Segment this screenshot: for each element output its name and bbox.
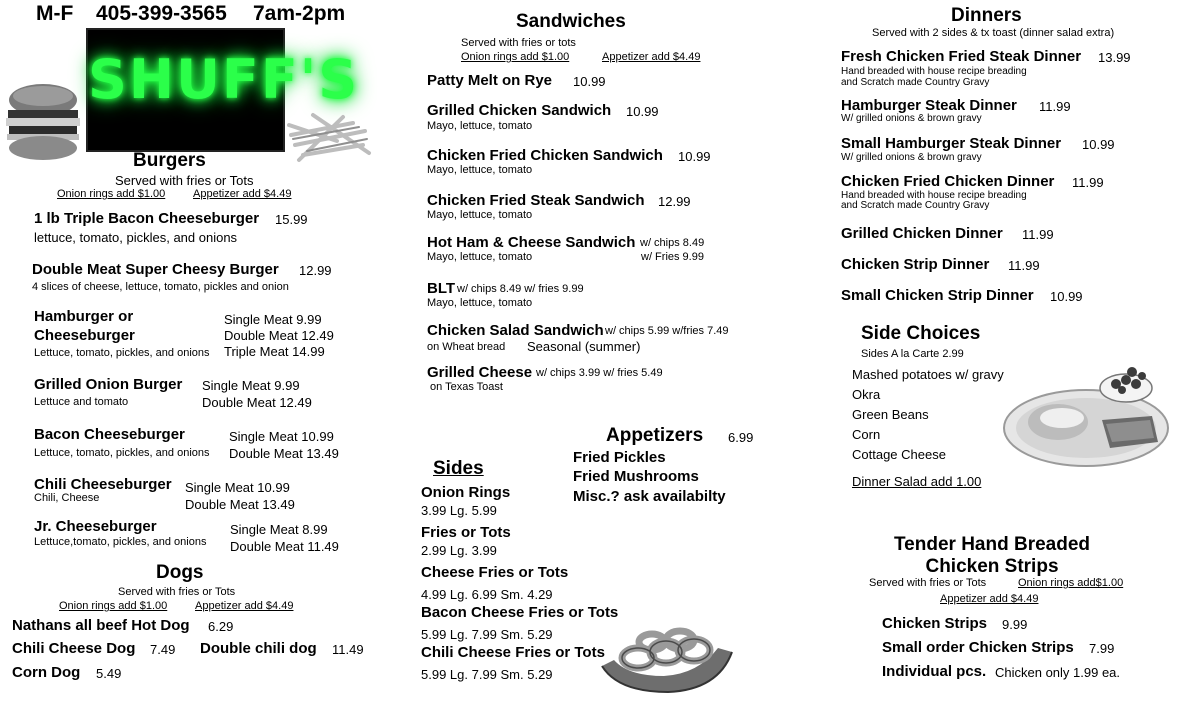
burgers-note: Served with fries or Tots [115, 173, 254, 188]
burger-price-single: Single Meat 9.99 [224, 312, 322, 327]
sandwich-item-desc: Mayo, lettuce, tomato [427, 209, 533, 221]
burger-price-single: Single Meat 9.99 [202, 378, 300, 393]
burger-price-single: Single Meat 10.99 [185, 480, 290, 495]
burger-image [4, 82, 82, 162]
dog-item-price: 5.49 [96, 666, 122, 681]
sandwich-item-price: 10.99 [573, 74, 606, 89]
strips-title-line1: Tender Hand Breaded [893, 534, 1091, 555]
burger-item-price: 15.99 [275, 212, 308, 227]
logo-text: SHUFF'S [88, 48, 360, 111]
dinner-item-desc: W/ grilled onions & brown gravy [841, 113, 982, 124]
dinner-item-name: Chicken Fried Chicken Dinner [841, 173, 1055, 190]
burger-item-name: Hamburger or [34, 308, 134, 325]
sandwich-item-desc: Mayo, lettuce, tomato [427, 297, 533, 309]
side-item-prices: 5.99 Lg. 7.99 Sm. 5.29 [421, 627, 553, 642]
strips-item-price: 7.99 [1089, 641, 1115, 656]
sandwich-item-name: Chicken Fried Chicken Sandwich [427, 147, 663, 164]
onion-rings-image [598, 622, 736, 694]
sandwich-item-price: w/ chips 3.99 w/ fries 5.49 [536, 367, 663, 379]
side-item-prices: 2.99 Lg. 3.99 [421, 543, 497, 558]
burger-price-double: Double Meat 11.49 [230, 539, 339, 554]
appetizers-price: 6.99 [728, 430, 754, 445]
dogs-note: Served with fries or Tots [118, 586, 236, 598]
burger-price-single: Single Meat 8.99 [230, 522, 328, 537]
burger-item-desc: 4 slices of cheese, lettuce, tomato, pickles and onion [32, 281, 289, 293]
dinner-item-desc: Hand breaded with house recipe breading [841, 190, 1027, 201]
strips-item-name: Small order Chicken Strips [882, 639, 1074, 656]
dinners-title: Dinners [951, 5, 1022, 26]
sandwich-item-price: w/ chips 8.49 [640, 237, 705, 249]
burger-item-name: Grilled Onion Burger [34, 376, 183, 393]
dog-item-price: 7.49 [150, 642, 176, 657]
appetizer-item: Fried Mushrooms [573, 468, 699, 485]
sandwich-item-name: Patty Melt on Rye [427, 72, 553, 89]
sandwich-item-desc: Mayo, lettuce, tomato [427, 120, 533, 132]
burger-item-name: Chili Cheeseburger [34, 476, 172, 493]
burger-item-desc: lettuce, tomato, pickles, and onions [34, 230, 238, 245]
dinner-item-desc: and Scratch made Country Gravy [841, 200, 990, 211]
burger-item-name: 1 lb Triple Bacon Cheeseburger [34, 210, 260, 227]
side-item-name: Cheese Fries or Tots [421, 564, 569, 581]
dinner-item-desc: Hand breaded with house recipe breading [841, 66, 1027, 77]
dinner-item-name: Small Chicken Strip Dinner [841, 287, 1034, 304]
sandwich-item-price: w/ chips 8.49 w/ fries 9.99 [457, 283, 584, 295]
side-choices-note: Sides A la Carte 2.99 [861, 348, 964, 360]
dinner-item-name: Fresh Chicken Fried Steak Dinner [841, 48, 1082, 65]
strips-item-name: Individual pcs. [882, 663, 987, 680]
burger-item-desc: Lettuce, tomato, pickles, and onions [34, 447, 210, 459]
dinner-item-name: Grilled Chicken Dinner [841, 225, 1003, 242]
burger-price-triple: Triple Meat 14.99 [224, 344, 325, 359]
header-phone: 405-399-3565 [96, 2, 227, 25]
side-choice-item: Okra [852, 387, 881, 402]
sandwich-item-price: 10.99 [626, 104, 659, 119]
sandwich-item-desc: Mayo, lettuce, tomato [427, 251, 533, 263]
dinner-item-price: 11.99 [1072, 175, 1104, 190]
burger-price-double: Double Meat 12.49 [224, 328, 334, 343]
dinner-salad-addon: Dinner Salad add 1.00 [852, 474, 982, 489]
strips-addon-rings: Onion rings add$1.00 [1018, 577, 1124, 589]
dinner-item-price: 11.99 [1039, 99, 1071, 114]
sandwich-item-note: Seasonal (summer) [527, 339, 641, 354]
sides-title: Sides [433, 458, 484, 479]
dinner-item-price: 10.99 [1082, 137, 1115, 152]
dinner-item-price: 13.99 [1098, 50, 1131, 65]
dogs-addon-appetizer: Appetizer add $4.49 [195, 600, 294, 612]
sandwich-item-price: 10.99 [678, 149, 711, 164]
burger-item-price: 12.99 [299, 263, 332, 278]
burger-item-name: Double Meat Super Cheesy Burger [32, 261, 279, 278]
sandwich-item-price-alt: w/ Fries 9.99 [641, 251, 704, 263]
sandwich-item-price: 12.99 [658, 194, 691, 209]
side-item-prices: 4.99 Lg. 6.99 Sm. 4.29 [421, 587, 553, 602]
sandwiches-note: Served with fries or tots [461, 37, 576, 49]
side-choice-item: Corn [852, 427, 881, 442]
dog-item-name: Nathans all beef Hot Dog [12, 617, 190, 634]
strips-item-name: Chicken Strips [882, 615, 988, 632]
dinners-note: Served with 2 sides & tx toast (dinner salad extra) [872, 27, 1115, 39]
dog-item-name: Double chili dog [200, 640, 317, 657]
burgers-addon-rings: Onion rings add $1.00 [57, 188, 166, 200]
header-days: M-F [36, 2, 74, 25]
sandwich-item-desc: on Wheat bread [427, 341, 506, 353]
side-item-prices: 5.99 Lg. 7.99 Sm. 5.29 [421, 667, 553, 682]
burger-price-double: Double Meat 13.49 [229, 446, 339, 461]
dinner-item-name: Chicken Strip Dinner [841, 256, 990, 273]
dinner-plate-image [1002, 358, 1172, 470]
dinner-item-desc: and Scratch made Country Gravy [841, 77, 990, 88]
burger-price-double: Double Meat 12.49 [202, 395, 312, 410]
strips-title-line2: Chicken Strips [925, 556, 1059, 577]
sandwich-item-desc: on Texas Toast [430, 381, 503, 393]
sandwiches-addon-appetizer: Appetizer add $4.49 [602, 51, 701, 63]
side-choice-item: Mashed potatoes w/ gravy [852, 367, 1004, 382]
side-item-name: Chili Cheese Fries or Tots [421, 644, 605, 661]
dinner-item-price: 10.99 [1050, 289, 1083, 304]
burger-item-desc: Chili, Cheese [34, 492, 100, 504]
strips-item-price: Chicken only 1.99 ea. [995, 665, 1121, 680]
side-item-prices: 3.99 Lg. 5.99 [421, 503, 497, 518]
dog-item-name: Chili Cheese Dog [12, 640, 136, 657]
sandwich-item-price: w/ chips 5.99 w/fries 7.49 [605, 325, 729, 337]
sandwich-item-name: Chicken Salad Sandwich [427, 322, 604, 339]
dogs-addon-rings: Onion rings add $1.00 [59, 600, 168, 612]
header-hours: 7am-2pm [253, 2, 346, 25]
burger-price-double: Double Meat 13.49 [185, 497, 295, 512]
dinner-item-price: 11.99 [1008, 258, 1040, 273]
dinner-item-desc: W/ grilled onions & brown gravy [841, 152, 982, 163]
appetizers-title: Appetizers [606, 425, 704, 446]
side-item-name: Bacon Cheese Fries or Tots [421, 604, 619, 621]
dinner-item-name: Hamburger Steak Dinner [841, 97, 1017, 114]
sandwich-item-name: BLT [427, 280, 456, 297]
dinner-item-price: 11.99 [1022, 227, 1054, 242]
appetizer-item: Misc.? ask availabilty [573, 488, 726, 505]
burger-price-single: Single Meat 10.99 [229, 429, 334, 444]
dog-item-name: Corn Dog [12, 664, 81, 681]
burgers-title: Burgers [133, 150, 206, 171]
burger-item-desc: Lettuce and tomato [34, 396, 129, 408]
burger-item-name-line2: Cheeseburger [34, 327, 135, 344]
sandwich-item-name: Hot Ham & Cheese Sandwich [427, 234, 636, 251]
sandwich-item-name: Grilled Cheese [427, 364, 533, 381]
side-item-name: Onion Rings [421, 484, 511, 501]
dogs-title: Dogs [156, 562, 204, 583]
burger-item-name: Jr. Cheeseburger [34, 518, 157, 535]
sandwich-item-name: Grilled Chicken Sandwich [427, 102, 612, 119]
sandwich-item-desc: Mayo, lettuce, tomato [427, 164, 533, 176]
burger-item-name: Bacon Cheeseburger [34, 426, 185, 443]
dog-item-price: 11.49 [332, 642, 364, 657]
side-item-name: Fries or Tots [421, 524, 511, 541]
sandwiches-addon-rings: Onion rings add $1.00 [461, 51, 570, 63]
strips-item-price: 9.99 [1002, 617, 1028, 632]
fries-image [283, 105, 373, 165]
logo-sign [86, 28, 360, 152]
side-choice-item: Cottage Cheese [852, 447, 946, 462]
sandwich-item-name: Chicken Fried Steak Sandwich [427, 192, 645, 209]
strips-addon-appetizer: Appetizer add $4.49 [940, 593, 1039, 605]
dinner-item-name: Small Hamburger Steak Dinner [841, 135, 1062, 152]
burger-item-desc: Lettuce,tomato, pickles, and onions [34, 536, 207, 548]
appetizer-item: Fried Pickles [573, 449, 666, 466]
strips-note: Served with fries or Tots [869, 577, 987, 589]
burgers-addon-appetizer: Appetizer add $4.49 [193, 188, 292, 200]
dog-item-price: 6.29 [208, 619, 234, 634]
side-choice-item: Green Beans [852, 407, 929, 422]
sandwiches-title: Sandwiches [516, 11, 626, 32]
burger-item-desc: Lettuce, tomato, pickles, and onions [34, 347, 210, 359]
side-choices-title: Side Choices [861, 323, 981, 344]
